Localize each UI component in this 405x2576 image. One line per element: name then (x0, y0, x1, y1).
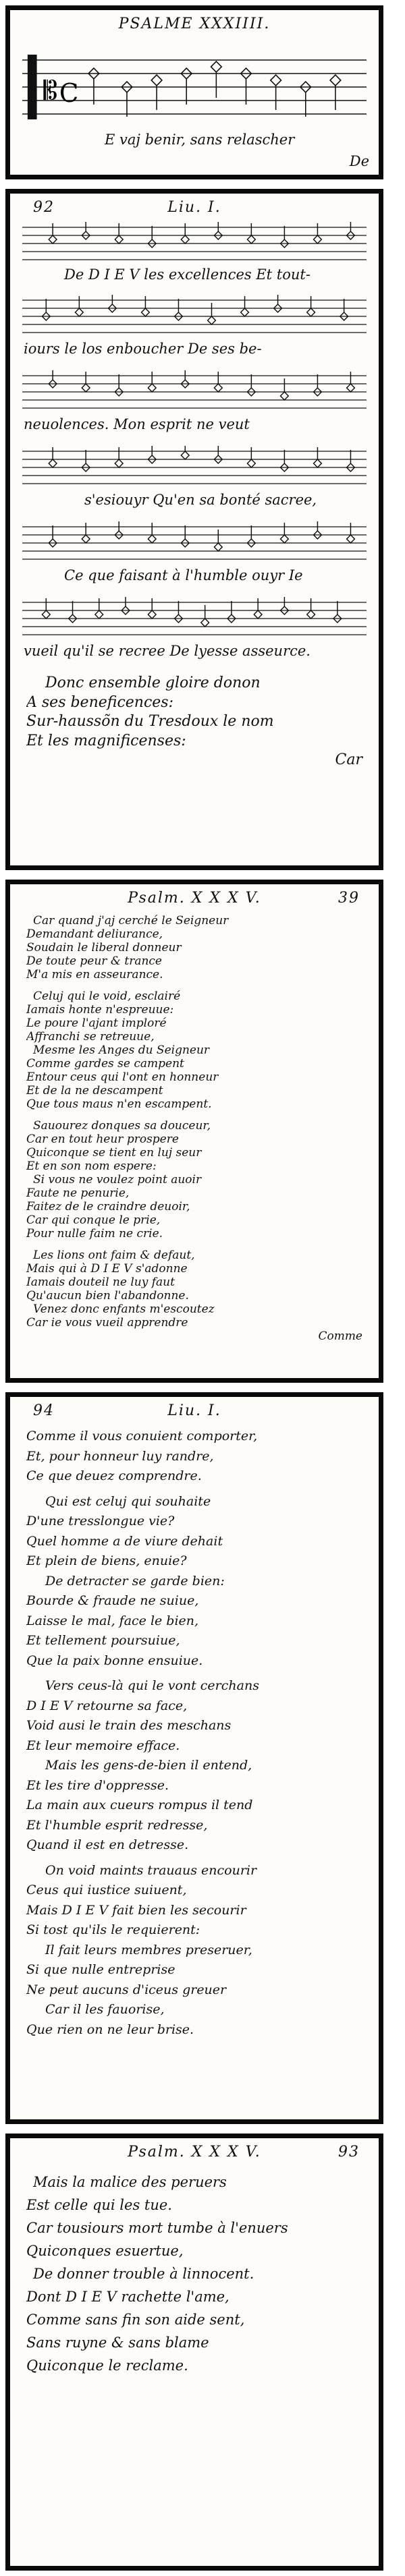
page-number: 93 (338, 2144, 360, 2160)
text-line: Faitez de le craindre deuoir, (26, 1200, 190, 1213)
text-line: Ce que deuez comprendre. (26, 1468, 202, 1483)
music-staff-drawing (22, 446, 367, 489)
text-line: Le poure l'ajant imploré (26, 1017, 167, 1030)
text-line: Quiconques esuertue, (26, 2243, 184, 2259)
text-line: Et de la ne descampent (26, 1084, 163, 1097)
text-line: Et les magnificenses: (26, 732, 186, 749)
catchword: Comme (318, 1329, 362, 1343)
running-header (10, 2141, 379, 2164)
text-line: Pour nulle faim ne crie. (26, 1227, 163, 1240)
text-line: Car quand j'aj cerché le Seigneur (33, 914, 229, 927)
text-line: Comme gardes se campent (26, 1057, 184, 1070)
text-line: Que rien on ne leur brise. (26, 2022, 194, 2037)
svg-text:C: C (59, 78, 79, 109)
text-line: Ne peut aucuns d'iceus greuer (26, 1982, 227, 1997)
text-line: Comme sans fin son aide sent, (26, 2312, 245, 2328)
text-line: Void ausi le train des meschans (26, 1718, 232, 1733)
music-staff-drawing (22, 295, 367, 338)
music-staff (22, 295, 367, 338)
stanza-gap (26, 1487, 368, 1492)
catchword: De (349, 153, 369, 169)
music-staff (22, 222, 367, 265)
text-line: Mais D I E V fait bien les secourir (26, 1902, 246, 1918)
text-line: Qui est celuj qui souhaite (45, 1493, 211, 1509)
music-page-92 (5, 189, 383, 870)
text-line: Dont D I E V rachette l'ame, (26, 2289, 230, 2305)
text-line: Sans ruyne & sans blame (26, 2335, 209, 2351)
stanza-gap (26, 1856, 368, 1861)
music-staff (22, 370, 367, 413)
text-line: Laisse le mal, face le bien, (26, 1613, 199, 1628)
running-header (10, 13, 379, 36)
text-line: Iamais honte n'espreuue: (26, 1003, 174, 1017)
stanza-gap (26, 981, 368, 990)
text-line: Et leur memoire efface. (26, 1738, 180, 1753)
text-line: De donner trouble à linnocent. (33, 2266, 254, 2282)
text-line: Vers ceus-là qui le vont cerchans (45, 1678, 259, 1693)
text-page-39 (5, 880, 383, 1383)
music-staff-drawing (22, 222, 367, 265)
text-line: Venez donc enfants m'escoutez (33, 1303, 215, 1316)
music-staff (22, 597, 367, 640)
header-title: PSALME XXXIIII. (118, 16, 271, 32)
text-line: On void maints trauaus encourir (45, 1862, 257, 1878)
stanza-gap (26, 1671, 368, 1676)
text-line: Celuj qui le void, esclairé (33, 990, 181, 1003)
music-staff (22, 446, 367, 489)
running-header (10, 1400, 379, 1423)
text-line: Les lions ont faim & defaut, (33, 1249, 195, 1262)
music-staff-drawing (22, 51, 367, 125)
text-line: Affranchi se retreuue, (26, 1030, 155, 1043)
text-page-94 (5, 1392, 383, 2124)
text-page-93 (5, 2134, 383, 2571)
text-line: Car qui conque le prie, (26, 1213, 161, 1227)
music-staff (22, 51, 367, 125)
verse-text (26, 674, 368, 770)
text-line: Car en tout heur prospere (26, 1133, 179, 1146)
text-line: Comme il vous conuient comporter, (26, 1429, 258, 1443)
text-line: Que tous maus n'en escampent. (26, 1097, 212, 1111)
text-line: Bourde & fraude ne suiue, (26, 1593, 199, 1608)
text-line: Quel homme a de viure dehait (26, 1533, 223, 1549)
text-line: La main aux cueurs rompus il tend (26, 1798, 253, 1812)
lyric-line: De D I E V les excellences Et tout- (64, 266, 310, 283)
verse-text (26, 2171, 368, 2377)
music-staff-drawing (22, 597, 367, 640)
lyric-line: Ce que faisant à l'humble ouyr Ie (64, 567, 303, 583)
stanza-gap (26, 1240, 368, 1249)
text-line: A ses beneficences: (26, 693, 173, 711)
page-number: 92 (33, 199, 55, 216)
text-line: De detracter se garde bien: (45, 1573, 225, 1588)
page-number: 39 (338, 890, 360, 907)
text-line: Est celle qui les tue. (26, 2197, 172, 2213)
verse-text (26, 914, 368, 1343)
text-line: Donc ensemble gloire donon (45, 675, 261, 691)
music-staff-drawing (22, 521, 367, 565)
page-number: 94 (33, 1402, 55, 1419)
lyric-line: vueil qu'il se recree De lyesse asseurce. (24, 643, 310, 659)
text-line: D'une tresslongue vie? (26, 1514, 175, 1528)
lyric-line: E vaj benir, sans relascher (105, 132, 295, 148)
text-line: Sur-haussõn du Tresdoux le nom (26, 713, 274, 730)
verse-text (26, 1427, 368, 2040)
text-line: Demandant deliurance, (26, 927, 163, 941)
text-line: Et, pour honneur luy randre, (26, 1448, 214, 1464)
header-title: Liu. I. (167, 1402, 221, 1419)
text-line: Que la paix bonne ensuiue. (26, 1653, 203, 1668)
text-line: Quiconque se tient en luj seur (26, 1146, 202, 1160)
text-line: Entour ceus qui l'ont en honneur (26, 1070, 219, 1084)
text-line: Iamais douteil ne luy faut (26, 1276, 175, 1289)
music-staff-drawing (22, 370, 367, 413)
header-title: Psalm. X X X V. (128, 2144, 261, 2160)
svg-text:𝄡: 𝄡 (43, 75, 58, 106)
text-line: Soudain le liberal donneur (26, 941, 182, 954)
text-line: Qu'aucun bien l'abandonne. (26, 1289, 189, 1303)
text-line: Mais la malice des peruers (33, 2174, 227, 2190)
text-line: Car tousiours mort tumbe à l'enuers (26, 2220, 288, 2236)
text-line: Et plein de biens, enuie? (26, 1553, 187, 1568)
header-title: Psalm. X X X V. (128, 890, 261, 907)
text-line: Si tost qu'ils le requierent: (26, 1922, 200, 1937)
text-line: Faute ne penurie, (26, 1186, 130, 1200)
music-staff (22, 521, 367, 565)
text-line: Sauourez donques sa douceur, (33, 1119, 211, 1133)
text-line: D I E V retourne sa face, (26, 1698, 188, 1713)
header-title: Liu. I. (167, 199, 221, 216)
running-header (10, 887, 379, 910)
text-line: Ceus qui iustice suiuent, (26, 1883, 187, 1897)
text-line: Si que nulle entreprise (26, 1962, 176, 1977)
text-line: Et en son nom espere: (26, 1160, 157, 1173)
text-line: Mais qui à D I E V s'adonne (26, 1262, 188, 1276)
text-line: Si vous ne voulez point auoir (33, 1173, 202, 1186)
text-line: Mesme les Anges du Seigneur (33, 1043, 210, 1057)
running-header (10, 196, 379, 219)
text-line: Et tellement poursuiue, (26, 1633, 180, 1648)
text-line: Quand il est en detresse. (26, 1837, 189, 1852)
lyric-line: neuolences. Mon esprit ne veut (24, 416, 250, 432)
text-line: Car ie vous vueil apprendre (26, 1316, 188, 1329)
text-line: Il fait leurs membres preseruer, (45, 1942, 252, 1957)
text-line: De toute peur & trance (26, 954, 162, 968)
text-line: Et les tire d'oppresse. (26, 1777, 169, 1793)
stanza-gap (26, 1111, 368, 1119)
music-page-fragment-psalm-34 (5, 5, 383, 179)
text-line: Car il les fauorise, (45, 2002, 165, 2017)
text-line: Et l'humble esprit redresse, (26, 1817, 208, 1833)
text-line: Quiconque le reclame. (26, 2357, 188, 2374)
catchword: Car (335, 751, 362, 768)
text-line: M'a mis en asseurance. (26, 968, 163, 981)
text-line: Mais les gens-de-bien il entend, (45, 1758, 252, 1773)
lyric-line: iours le los enboucher De ses be- (24, 341, 262, 357)
lyric-line: s'esiouyr Qu'en sa bonté sacree, (84, 492, 317, 508)
